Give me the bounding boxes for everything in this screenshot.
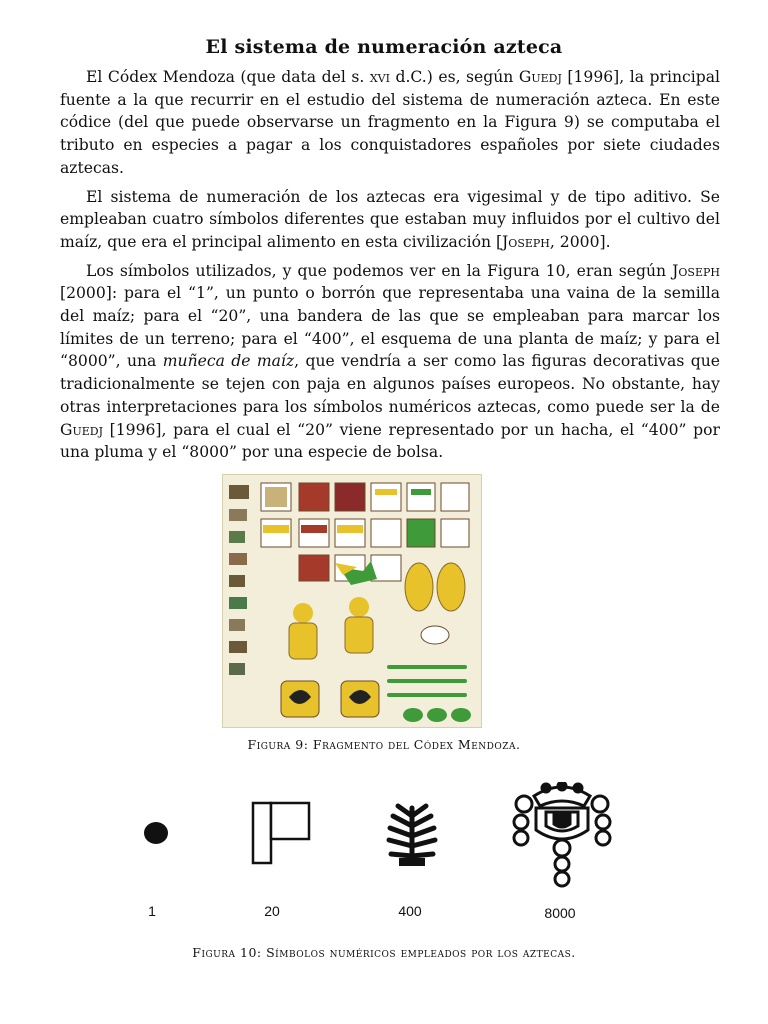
symbol-label-400: 400 <box>398 903 422 919</box>
symbol-label-20: 20 <box>264 903 280 919</box>
dot-symbol-icon <box>140 818 172 850</box>
citation-joseph: Joseph <box>502 232 550 251</box>
codex-mendoza-image <box>222 474 482 728</box>
emphasis-muneca: muñeca de maíz <box>162 352 295 371</box>
figure-9-caption: Figura 9: Fragmento del Códex Mendoza. <box>247 737 521 752</box>
citation-guedj: Guedj <box>518 68 562 86</box>
symbol-label-8000: 8000 <box>544 905 576 921</box>
citation-guedj: Guedj <box>60 420 103 439</box>
section-title: El sistema de numeración azteca <box>205 36 563 58</box>
citation-joseph: Joseph <box>672 261 720 280</box>
codex-illustration <box>223 475 481 727</box>
maize-doll-symbol-icon <box>512 782 612 890</box>
flag-symbol-icon <box>250 800 314 866</box>
symbol-label-1: 1 <box>148 903 156 919</box>
figure-10-caption: Figura 10: Símbolos numéricos empleados por los aztecas. <box>192 945 576 960</box>
paragraph-3: Los símbolos utilizados, y que podemos ver en la Figura 10, eran según Joseph [2000]: para el “1”, un punto o borrón que representaba una vaina de la semilla del maíz; para el “20”, una bandera de las que se empleaban para marcar los límites de un terreno; para el “400”, el esquema de una planta de maíz; y para el “8000”, una muñeca de maíz, que vendría a ser como las figuras decorativas que tradicionalmente se tejen con paja en algunos países europeos. No obstante, hay otras interpretaciones para los símbolos numéricos aztecas, como puede ser la de Guedj [1996], para el cual el “20” viene representado por un hacha, el “400” por una pluma y el “8000” por una especie de bolsa. <box>60 261 720 462</box>
maize-plant-symbol-icon <box>383 802 441 870</box>
paragraph-2: El sistema de numeración de los aztecas era vigesimal y de tipo aditivo. Se empleaban cuatro símbolos diferentes que estaban muy influidos por el cultivo del maíz, que era el principal alimento en esta civilización [Joseph, 2000]. <box>60 187 720 251</box>
body-text <box>60 66 720 470</box>
paragraph-1: El Códex Mendoza (que data del s. xvi d.C.) es, según Guedj [1996], la principal fuente a la que recurrir en el estudio del sistema de numeración azteca. En este códice (del que puede observarse un fragmento en la Figura 9) se computaba el tributo en especies a pagar a los conquistadores españoles por siete ciudades aztecas. <box>60 68 720 177</box>
